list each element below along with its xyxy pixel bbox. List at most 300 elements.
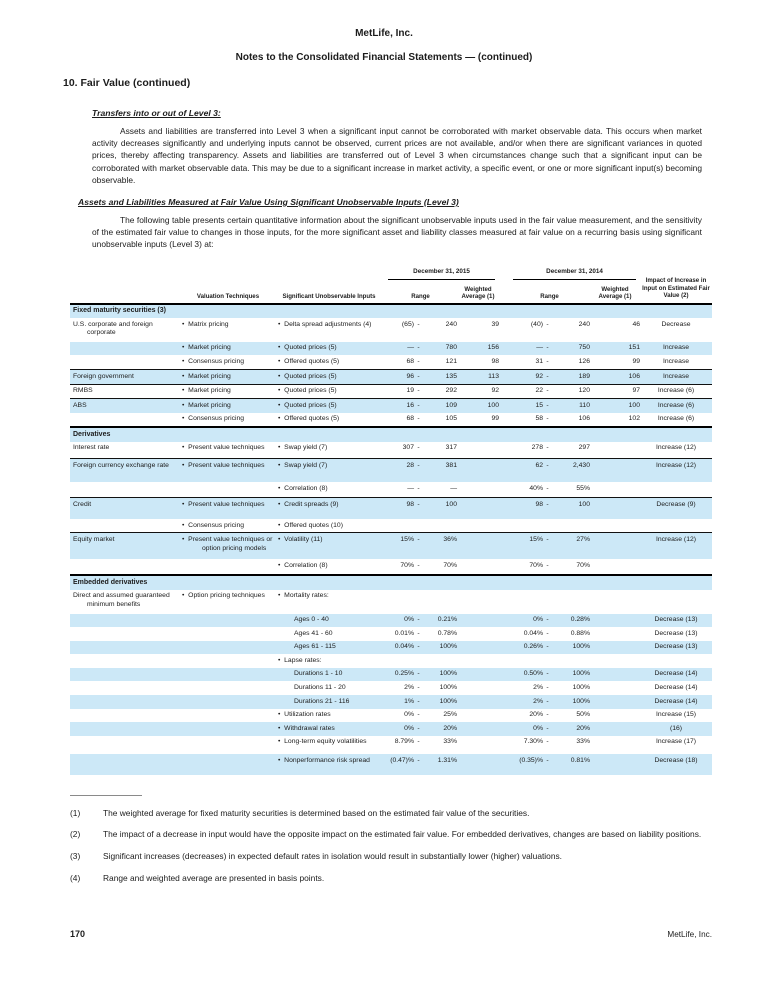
- range-2014-dash: -: [546, 643, 549, 651]
- range-2015-low: 19: [406, 387, 414, 395]
- section-heading: 10. Fair Value (continued): [63, 77, 191, 89]
- range-2014-dash: -: [546, 756, 549, 764]
- valuation-technique-cell: • Option pricing techniques: [182, 592, 265, 600]
- label-cell: [70, 698, 182, 707]
- range-2014-dash: -: [546, 683, 549, 691]
- range-2015-dash: -: [417, 320, 420, 328]
- impact-cell: Increase (12): [655, 461, 697, 469]
- impact-cell: Decrease: [661, 320, 691, 328]
- range-2014-high: 297: [578, 444, 590, 452]
- fair-value-table-body: [70, 305, 712, 775]
- unobservable-input-cell: • Correlation (8): [278, 484, 328, 492]
- range-2014-low: 0%: [533, 724, 543, 732]
- weighted-average-2015: 39: [491, 320, 499, 328]
- column-spacer: [499, 616, 509, 625]
- column-header-weighted-average-2015: Weighted Average (1): [461, 285, 495, 301]
- date-group-2015: [384, 268, 499, 280]
- valuation-technique-cell: [182, 711, 274, 720]
- unobservable-input-cell: Durations 11 - 20: [294, 683, 346, 691]
- section-row-label: Embedded derivatives: [73, 578, 148, 586]
- footnote-text: The weighted average for fixed maturity securities is determined based on the estimated fair value of the securities.: [103, 807, 530, 818]
- range-2015-low: —: [407, 344, 414, 352]
- table-header: [70, 268, 712, 305]
- unobservable-input-cell: • Mortality rates:: [278, 592, 329, 600]
- table-row: [70, 342, 712, 356]
- weighted-average-2015: [457, 757, 499, 766]
- range-2015-low: 98: [406, 500, 414, 508]
- range-2014-high: 2,430: [572, 461, 590, 469]
- range-2014-low: 0.50%: [523, 670, 543, 678]
- range-2014-high: 240: [578, 320, 590, 328]
- valuation-technique-cell: • Market pricing: [182, 387, 231, 395]
- range-2014-high: 100: [578, 500, 590, 508]
- column-spacer: [499, 321, 509, 338]
- weighted-average-2015: [457, 501, 499, 510]
- range-2014-high: 33%: [576, 738, 590, 746]
- column-spacer: [499, 485, 509, 494]
- impact-cell: Decrease (18): [654, 756, 698, 764]
- table-row: [70, 355, 712, 369]
- unobservable-input-cell: • Correlation (8): [278, 561, 328, 569]
- unobservable-input-cell: • Delta spread adjustments (4): [278, 320, 372, 328]
- range-2014-low: [509, 657, 543, 666]
- range-2015-dash: -: [417, 444, 420, 452]
- range-2014-low: 62: [535, 461, 543, 469]
- range-2014-low: [509, 522, 543, 531]
- column-spacer: [499, 670, 509, 679]
- range-2015-high: 20%: [443, 724, 457, 732]
- label-cell: [70, 711, 182, 720]
- range-2014-low: 92: [535, 372, 543, 380]
- label-cell: [70, 616, 182, 625]
- weighted-average-2014: [590, 757, 640, 766]
- range-2015-low: [384, 522, 414, 531]
- weighted-average-2014: [590, 616, 640, 625]
- range-2015-dash: -: [417, 738, 420, 746]
- impact-cell: Decrease (14): [654, 683, 698, 691]
- valuation-technique-cell: [182, 738, 274, 747]
- valuation-technique-cell: [182, 684, 274, 693]
- label-cell: [70, 522, 182, 531]
- column-spacer: [499, 698, 509, 707]
- impact-cell: Decrease (14): [654, 697, 698, 705]
- valuation-technique-cell: [182, 643, 274, 652]
- range-2015-high: 100%: [439, 683, 457, 691]
- valuation-technique-cell: • Consensus pricing: [182, 357, 245, 365]
- valuation-technique-cell: • Market pricing: [182, 344, 231, 352]
- footnote-text: Range and weighted average are presented in basis points.: [103, 872, 325, 883]
- column-spacer: [499, 462, 509, 471]
- range-2015-high: 135: [445, 372, 457, 380]
- impact-cell: Increase (6): [657, 387, 695, 395]
- column-spacer: [499, 757, 509, 766]
- unobservable-input-cell: Ages 41 - 60: [294, 629, 333, 637]
- range-2015-high: 381: [445, 461, 457, 469]
- range-2014-low: 2%: [533, 697, 543, 705]
- range-2015-dash: [414, 522, 423, 531]
- footnote-3: [70, 851, 702, 863]
- unobservable-input-cell: Ages 0 - 40: [294, 616, 329, 623]
- transfers-subheading: Transfers into or out of Level 3:: [92, 108, 221, 118]
- unobservable-input-cell: • Quoted prices (5): [278, 401, 337, 409]
- valuation-technique-cell: • Consensus pricing: [182, 521, 245, 529]
- date-group-2014-label: December 31, 2014: [513, 268, 636, 280]
- label-cell: RMBS: [73, 387, 93, 395]
- weighted-average-2014: [590, 684, 640, 693]
- range-2014-dash: -: [546, 357, 549, 365]
- range-2015-low: 96: [406, 372, 414, 380]
- weighted-average-2015: [457, 522, 499, 531]
- range-2015-high: —: [450, 484, 457, 492]
- company-title: MetLife, Inc.: [355, 28, 413, 39]
- weighted-average-2014: [590, 592, 640, 609]
- range-2015-high: 100%: [439, 643, 457, 651]
- weighted-average-2014: [590, 485, 640, 494]
- footnote-number: (1): [70, 807, 81, 818]
- range-2014-dash: -: [546, 711, 549, 719]
- label-cell: U.S. corporate and foreign corporate: [73, 320, 153, 337]
- valuation-technique-cell: [182, 670, 274, 679]
- label-cell: [70, 562, 182, 571]
- label-cell: [70, 657, 182, 666]
- valuation-technique-cell: • Matrix pricing: [182, 320, 229, 328]
- range-2014-dash: -: [546, 670, 549, 678]
- weighted-average-2015: 99: [491, 415, 499, 423]
- range-2015-low: 0.01%: [394, 629, 414, 637]
- range-2014-high: 50%: [576, 711, 590, 719]
- unobservable-input-cell: • Quoted prices (5): [278, 344, 337, 352]
- range-2015-low: (65): [401, 320, 414, 328]
- column-spacer: [499, 725, 509, 734]
- weighted-average-2015: [457, 462, 499, 471]
- impact-cell: Increase: [662, 372, 690, 380]
- range-2014-low: 278: [531, 444, 543, 452]
- range-2014-low: (40): [530, 320, 543, 328]
- weighted-average-2015: [457, 592, 499, 609]
- column-header-weighted-average-2014: Weighted Average (1): [598, 285, 632, 301]
- range-2014-dash: -: [546, 401, 549, 409]
- table-row: [70, 458, 712, 482]
- column-spacer: [499, 643, 509, 652]
- range-2014-high: 110: [579, 401, 590, 409]
- weighted-average-2015: [457, 711, 499, 720]
- table-row: [70, 654, 712, 668]
- range-2014-dash: -: [546, 372, 549, 380]
- range-2015-low: [384, 592, 414, 609]
- footnote-number: (4): [70, 872, 81, 883]
- range-2014-high: 189: [578, 372, 590, 380]
- range-2015-low: 70%: [400, 561, 414, 569]
- range-2015-dash: -: [417, 643, 420, 651]
- range-2014-high: 126: [578, 357, 590, 365]
- range-2014-dash: [543, 657, 552, 666]
- range-2014-low: (0.35)%: [519, 756, 543, 764]
- weighted-average-2014: 46: [632, 320, 640, 328]
- footnote-2: [70, 829, 702, 841]
- impact-cell: Decrease (9): [656, 500, 696, 508]
- range-2014-dash: -: [546, 500, 549, 508]
- range-2015-high: 0.78%: [437, 629, 457, 637]
- range-2015-low: 0%: [404, 616, 414, 623]
- unobservable-input-cell: Ages 61 - 115: [294, 643, 336, 651]
- range-2014-high: 20%: [576, 724, 590, 732]
- range-2014-high: [552, 657, 590, 666]
- range-2015-high: [423, 657, 457, 666]
- column-header-range-2014: Range: [540, 293, 559, 301]
- label-cell: Equity market: [73, 535, 115, 543]
- label-cell: [70, 643, 182, 652]
- table-row: [70, 590, 712, 614]
- range-2014-high: 0.81%: [570, 756, 590, 764]
- range-2015-high: 33%: [443, 738, 457, 746]
- table-row: [70, 482, 712, 497]
- impact-cell: Increase (6): [657, 401, 695, 409]
- range-2014-dash: -: [546, 697, 549, 705]
- section-header-row: [70, 574, 712, 590]
- range-2014-low: 70%: [529, 561, 543, 569]
- impact-cell: [640, 522, 712, 531]
- unobservable-input-cell: • Swap yield (7): [278, 444, 328, 452]
- weighted-average-2014: [590, 444, 640, 453]
- unobservable-input-cell: • Quoted prices (5): [278, 387, 337, 395]
- range-2015-dash: -: [417, 401, 420, 409]
- range-2014-dash: -: [546, 484, 549, 492]
- column-spacer: [499, 358, 509, 367]
- range-2014-dash: -: [546, 444, 549, 452]
- column-spacer: [499, 415, 509, 424]
- weighted-average-2014: [590, 670, 640, 679]
- range-2015-high: 100: [445, 500, 457, 508]
- valuation-technique-cell: [182, 616, 274, 625]
- impact-cell: [640, 485, 712, 494]
- range-2014-low: 15%: [529, 535, 543, 543]
- range-2015-low: 2%: [404, 683, 414, 691]
- range-2015-high: 100%: [439, 697, 457, 705]
- range-2015-low: [384, 657, 414, 666]
- range-2015-high: 780: [445, 344, 457, 352]
- footnote-divider: [70, 795, 142, 796]
- impact-cell: Decrease (14): [654, 670, 698, 678]
- table-row: [70, 709, 712, 723]
- range-2015-low: 68: [406, 415, 414, 423]
- table-row: [70, 754, 712, 774]
- range-2015-dash: -: [417, 629, 420, 637]
- label-cell: Credit: [73, 500, 92, 508]
- range-2014-high: 70%: [576, 561, 590, 569]
- valuation-technique-cell: • Present value techniques: [182, 444, 265, 452]
- unobservable-input-cell: • Volatility (11): [278, 535, 323, 543]
- unobservable-input-cell: • Long-term equity volatilities: [278, 738, 367, 746]
- valuation-technique-cell: [182, 698, 274, 707]
- range-2014-low: 98: [535, 500, 543, 508]
- unobservable-input-cell: • Offered quotes (5): [278, 415, 340, 423]
- footnote-number: (2): [70, 829, 81, 840]
- range-2015-high: 1.31%: [437, 756, 457, 764]
- page-footer: [70, 929, 712, 939]
- range-2014-high: 750: [578, 344, 590, 352]
- impact-cell: Increase (12): [655, 535, 697, 543]
- date-group-2015-label: December 31, 2015: [388, 268, 495, 280]
- range-2014-high: 120: [578, 387, 590, 395]
- range-2015-dash: -: [417, 535, 420, 543]
- range-2015-low: 307: [402, 444, 414, 452]
- range-2014-dash: -: [546, 461, 549, 469]
- valuation-technique-cell: [182, 562, 274, 571]
- unobservable-input-cell: • Offered quotes (10): [278, 521, 343, 529]
- weighted-average-2015: [457, 562, 499, 571]
- range-2014-low: 22: [535, 387, 543, 395]
- range-2015-dash: -: [417, 724, 420, 732]
- range-2014-low: 0.04%: [523, 629, 543, 637]
- column-spacer: [499, 684, 509, 693]
- column-header-impact: Impact of Increase in Input on Estimated Fair Value (2): [642, 277, 710, 300]
- range-2014-low: 7.30%: [523, 738, 543, 746]
- label-cell: Foreign currency exchange rate: [73, 461, 169, 469]
- column-spacer: [499, 657, 509, 666]
- weighted-average-2015: [457, 698, 499, 707]
- table-row: [70, 318, 712, 342]
- footnote-4: [70, 873, 702, 885]
- range-2015-low: 15%: [400, 535, 414, 543]
- range-2015-high: 25%: [443, 711, 457, 719]
- table-row: [70, 497, 712, 519]
- range-2015-high: 36%: [443, 535, 457, 543]
- section-row-label: Derivatives: [73, 430, 111, 438]
- label-cell: ABS: [73, 401, 87, 409]
- range-2015-dash: -: [417, 484, 420, 492]
- range-2014-dash: -: [546, 561, 549, 569]
- impact-cell: Increase (12): [655, 444, 697, 452]
- weighted-average-2014: [590, 562, 640, 571]
- section-row-label: Fixed maturity securities (3): [73, 307, 166, 315]
- valuation-technique-cell: [182, 485, 274, 494]
- unobservable-input-cell: • Credit spreads (9): [278, 500, 339, 508]
- table-row: [70, 369, 712, 384]
- table-row: [70, 668, 712, 682]
- range-2014-dash: -: [546, 344, 549, 352]
- range-2014-low: 0.26%: [523, 643, 543, 651]
- table-row: [70, 627, 712, 641]
- label-cell: [70, 670, 182, 679]
- valuation-technique-cell: • Present value techniques or option pricing models: [182, 535, 273, 552]
- range-2015-dash: -: [417, 500, 420, 508]
- label-cell: [70, 630, 182, 639]
- range-2014-low: 15: [535, 401, 543, 409]
- weighted-average-2015: [457, 684, 499, 693]
- range-2014-high: 100%: [572, 697, 590, 705]
- weighted-average-2014: [590, 725, 640, 734]
- range-2014-dash: -: [546, 415, 549, 423]
- range-2014-high: 55%: [576, 484, 590, 492]
- unobservable-input-cell: • Lapse rates:: [278, 656, 322, 664]
- column-spacer: [499, 738, 509, 747]
- range-2014-low: 0%: [533, 616, 543, 623]
- range-2015-high: 317: [445, 444, 457, 452]
- weighted-average-2014: [590, 462, 640, 471]
- range-2015-high: 100%: [439, 670, 457, 678]
- fair-value-table: [70, 268, 712, 775]
- unobservable-input-cell: • Quoted prices (5): [278, 372, 337, 380]
- range-2015-low: —: [407, 484, 414, 492]
- weighted-average-2015: [457, 738, 499, 747]
- range-2015-high: [423, 522, 457, 531]
- valuation-technique-cell: [182, 657, 274, 666]
- table-row: [70, 559, 712, 574]
- range-2015-dash: -: [417, 415, 420, 423]
- range-2014-dash: [543, 522, 552, 531]
- weighted-average-2015: 98: [491, 357, 499, 365]
- range-2015-dash: -: [417, 711, 420, 719]
- column-spacer: [499, 444, 509, 453]
- table-row: [70, 641, 712, 655]
- table-intro-paragraph: The following table presents certain quantitative information about the significant unobservable inputs used in the fair value measurement, and the sensitivity of the estimated fair value to changes in those inputs, for the more significant asset and liability classes measured at fair value on a recurring basis using significant unobservable inputs (Level 3) at:: [92, 215, 702, 250]
- label-cell: [70, 757, 182, 766]
- column-spacer: [499, 522, 509, 531]
- weighted-average-2015: [457, 485, 499, 494]
- impact-cell: Increase (15): [655, 711, 697, 719]
- weighted-average-2014: [590, 522, 640, 531]
- weighted-average-2014: 102: [628, 415, 640, 423]
- column-header-unobservable-inputs: Significant Unobservable Inputs: [282, 293, 376, 301]
- range-2014-high: 100%: [572, 683, 590, 691]
- valuation-technique-cell: [182, 630, 274, 639]
- impact-cell: Increase (17): [655, 738, 697, 746]
- range-2014-low: 2%: [533, 683, 543, 691]
- range-2015-high: 240: [445, 320, 457, 328]
- label-cell: Direct and assumed guaranteed minimum benefits: [73, 592, 170, 608]
- unobservable-input-cell: • Offered quotes (5): [278, 357, 340, 365]
- range-2014-low: 31: [535, 357, 543, 365]
- label-cell: Foreign government: [73, 372, 134, 380]
- range-2015-dash: -: [417, 387, 420, 395]
- label-cell: [70, 725, 182, 734]
- range-2014-dash: -: [546, 724, 549, 732]
- weighted-average-2015: [457, 630, 499, 639]
- table-row: [70, 442, 712, 458]
- range-2014-dash: -: [546, 535, 549, 543]
- weighted-average-2014: [590, 738, 640, 747]
- footnote-text: The impact of a decrease in input would have the opposite impact on the estimated fair value. For embedded derivatives, changes are based on liability positions.: [103, 829, 702, 840]
- table-row: [70, 695, 712, 709]
- weighted-average-2014: 99: [632, 357, 640, 365]
- table-row: [70, 398, 712, 413]
- date-group-2014: [509, 268, 640, 280]
- section-header-row: [70, 426, 712, 442]
- range-2014-low: [509, 592, 543, 609]
- table-row: [70, 736, 712, 750]
- weighted-average-2015: [457, 670, 499, 679]
- table-row: [70, 614, 712, 628]
- range-2015-high: 121: [445, 357, 457, 365]
- unobservable-input-cell: Durations 1 - 10: [294, 670, 343, 678]
- range-2015-dash: -: [417, 756, 420, 764]
- label-cell: [70, 684, 182, 693]
- column-spacer: [499, 402, 509, 411]
- range-2015-low: 0%: [404, 711, 414, 719]
- range-2014-low: 20%: [529, 711, 543, 719]
- label-cell: [70, 358, 182, 367]
- weighted-average-2014: [590, 630, 640, 639]
- valuation-technique-cell: • Present value techniques: [182, 500, 265, 508]
- weighted-average-2014: 100: [628, 401, 640, 409]
- range-2015-dash: [414, 592, 423, 609]
- table-row: [70, 413, 712, 427]
- assets-liabilities-subheading: Assets and Liabilities Measured at Fair Value Using Significant Unobservable Inputs (Level 3): [78, 197, 459, 208]
- impact-cell: Decrease (13): [654, 616, 698, 623]
- label-cell: Interest rate: [73, 444, 110, 452]
- unobservable-input-cell: • Utilization rates: [278, 711, 331, 719]
- footer-company: MetLife, Inc.: [667, 930, 712, 939]
